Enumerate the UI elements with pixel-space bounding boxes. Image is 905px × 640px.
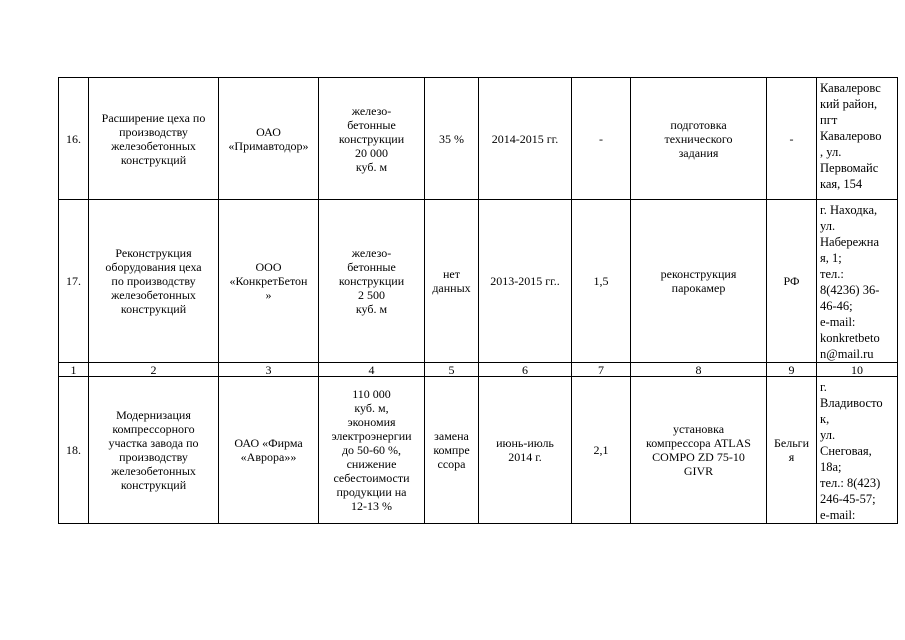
project-name: Расширение цеха по производству железобетонных конструкций xyxy=(89,78,219,200)
address: Кавалеровс кий район, пгт Кавалерово , ул. Первомайс кая, 154 xyxy=(817,78,898,200)
country: РФ xyxy=(767,200,817,363)
share: нет данных xyxy=(425,200,479,363)
column-number: 9 xyxy=(767,363,817,377)
table-row xyxy=(59,377,898,524)
column-number: 2 xyxy=(89,363,219,377)
share: замена компре ссора xyxy=(425,377,479,524)
project-name: Модернизация компрессорного участка завода по производству железобетонных конструкций xyxy=(89,377,219,524)
column-number: 10 xyxy=(817,363,898,377)
capacity: 110 000 куб. м, экономия электроэнергии до 50-60 %, снижение себестоимости продукции на 12-13 % xyxy=(319,377,425,524)
cost: 2,1 xyxy=(572,377,631,524)
share: 35 % xyxy=(425,78,479,200)
period: 2014-2015 гг. xyxy=(479,78,572,200)
period: 2013-2015 гг.. xyxy=(479,200,572,363)
cost: 1,5 xyxy=(572,200,631,363)
capacity: железо- бетонные конструкции 20 000 куб. м xyxy=(319,78,425,200)
address: г. Находка, ул. Набережна я, 1; тел.: 8(4236) 36- 46-46; e-mail: konkretbeto n@mail.ru xyxy=(817,200,898,363)
capacity: железо- бетонные конструкции 2 500 куб. м xyxy=(319,200,425,363)
measure: установка компрессора ATLAS COMPO ZD 75-10 GIVR xyxy=(631,377,767,524)
address: г. Владивосто к, ул. Снеговая, 18а; тел.: 8(423) 246-45-57; e-mail: xyxy=(817,377,898,524)
measure: подготовка технического задания xyxy=(631,78,767,200)
measure: реконструкция парокамер xyxy=(631,200,767,363)
column-number: 1 xyxy=(59,363,89,377)
table-row xyxy=(59,200,898,363)
country: - xyxy=(767,78,817,200)
project-name: Реконструкция оборудования цеха по производству железобетонных конструкций xyxy=(89,200,219,363)
organization: ОАО «Примавтодор» xyxy=(219,78,319,200)
column-number: 8 xyxy=(631,363,767,377)
row-number: 18. xyxy=(59,377,89,524)
organization: ООО «КонкретБетон » xyxy=(219,200,319,363)
column-number-row xyxy=(59,363,898,377)
row-number: 17. xyxy=(59,200,89,363)
projects-table xyxy=(58,77,898,524)
period: июнь-июль 2014 г. xyxy=(479,377,572,524)
country: Бельги я xyxy=(767,377,817,524)
column-number: 7 xyxy=(572,363,631,377)
column-number: 5 xyxy=(425,363,479,377)
column-number: 4 xyxy=(319,363,425,377)
column-number: 6 xyxy=(479,363,572,377)
column-number: 3 xyxy=(219,363,319,377)
row-number: 16. xyxy=(59,78,89,200)
table-row xyxy=(59,78,898,200)
cost: - xyxy=(572,78,631,200)
organization: ОАО «Фирма «Аврора»» xyxy=(219,377,319,524)
